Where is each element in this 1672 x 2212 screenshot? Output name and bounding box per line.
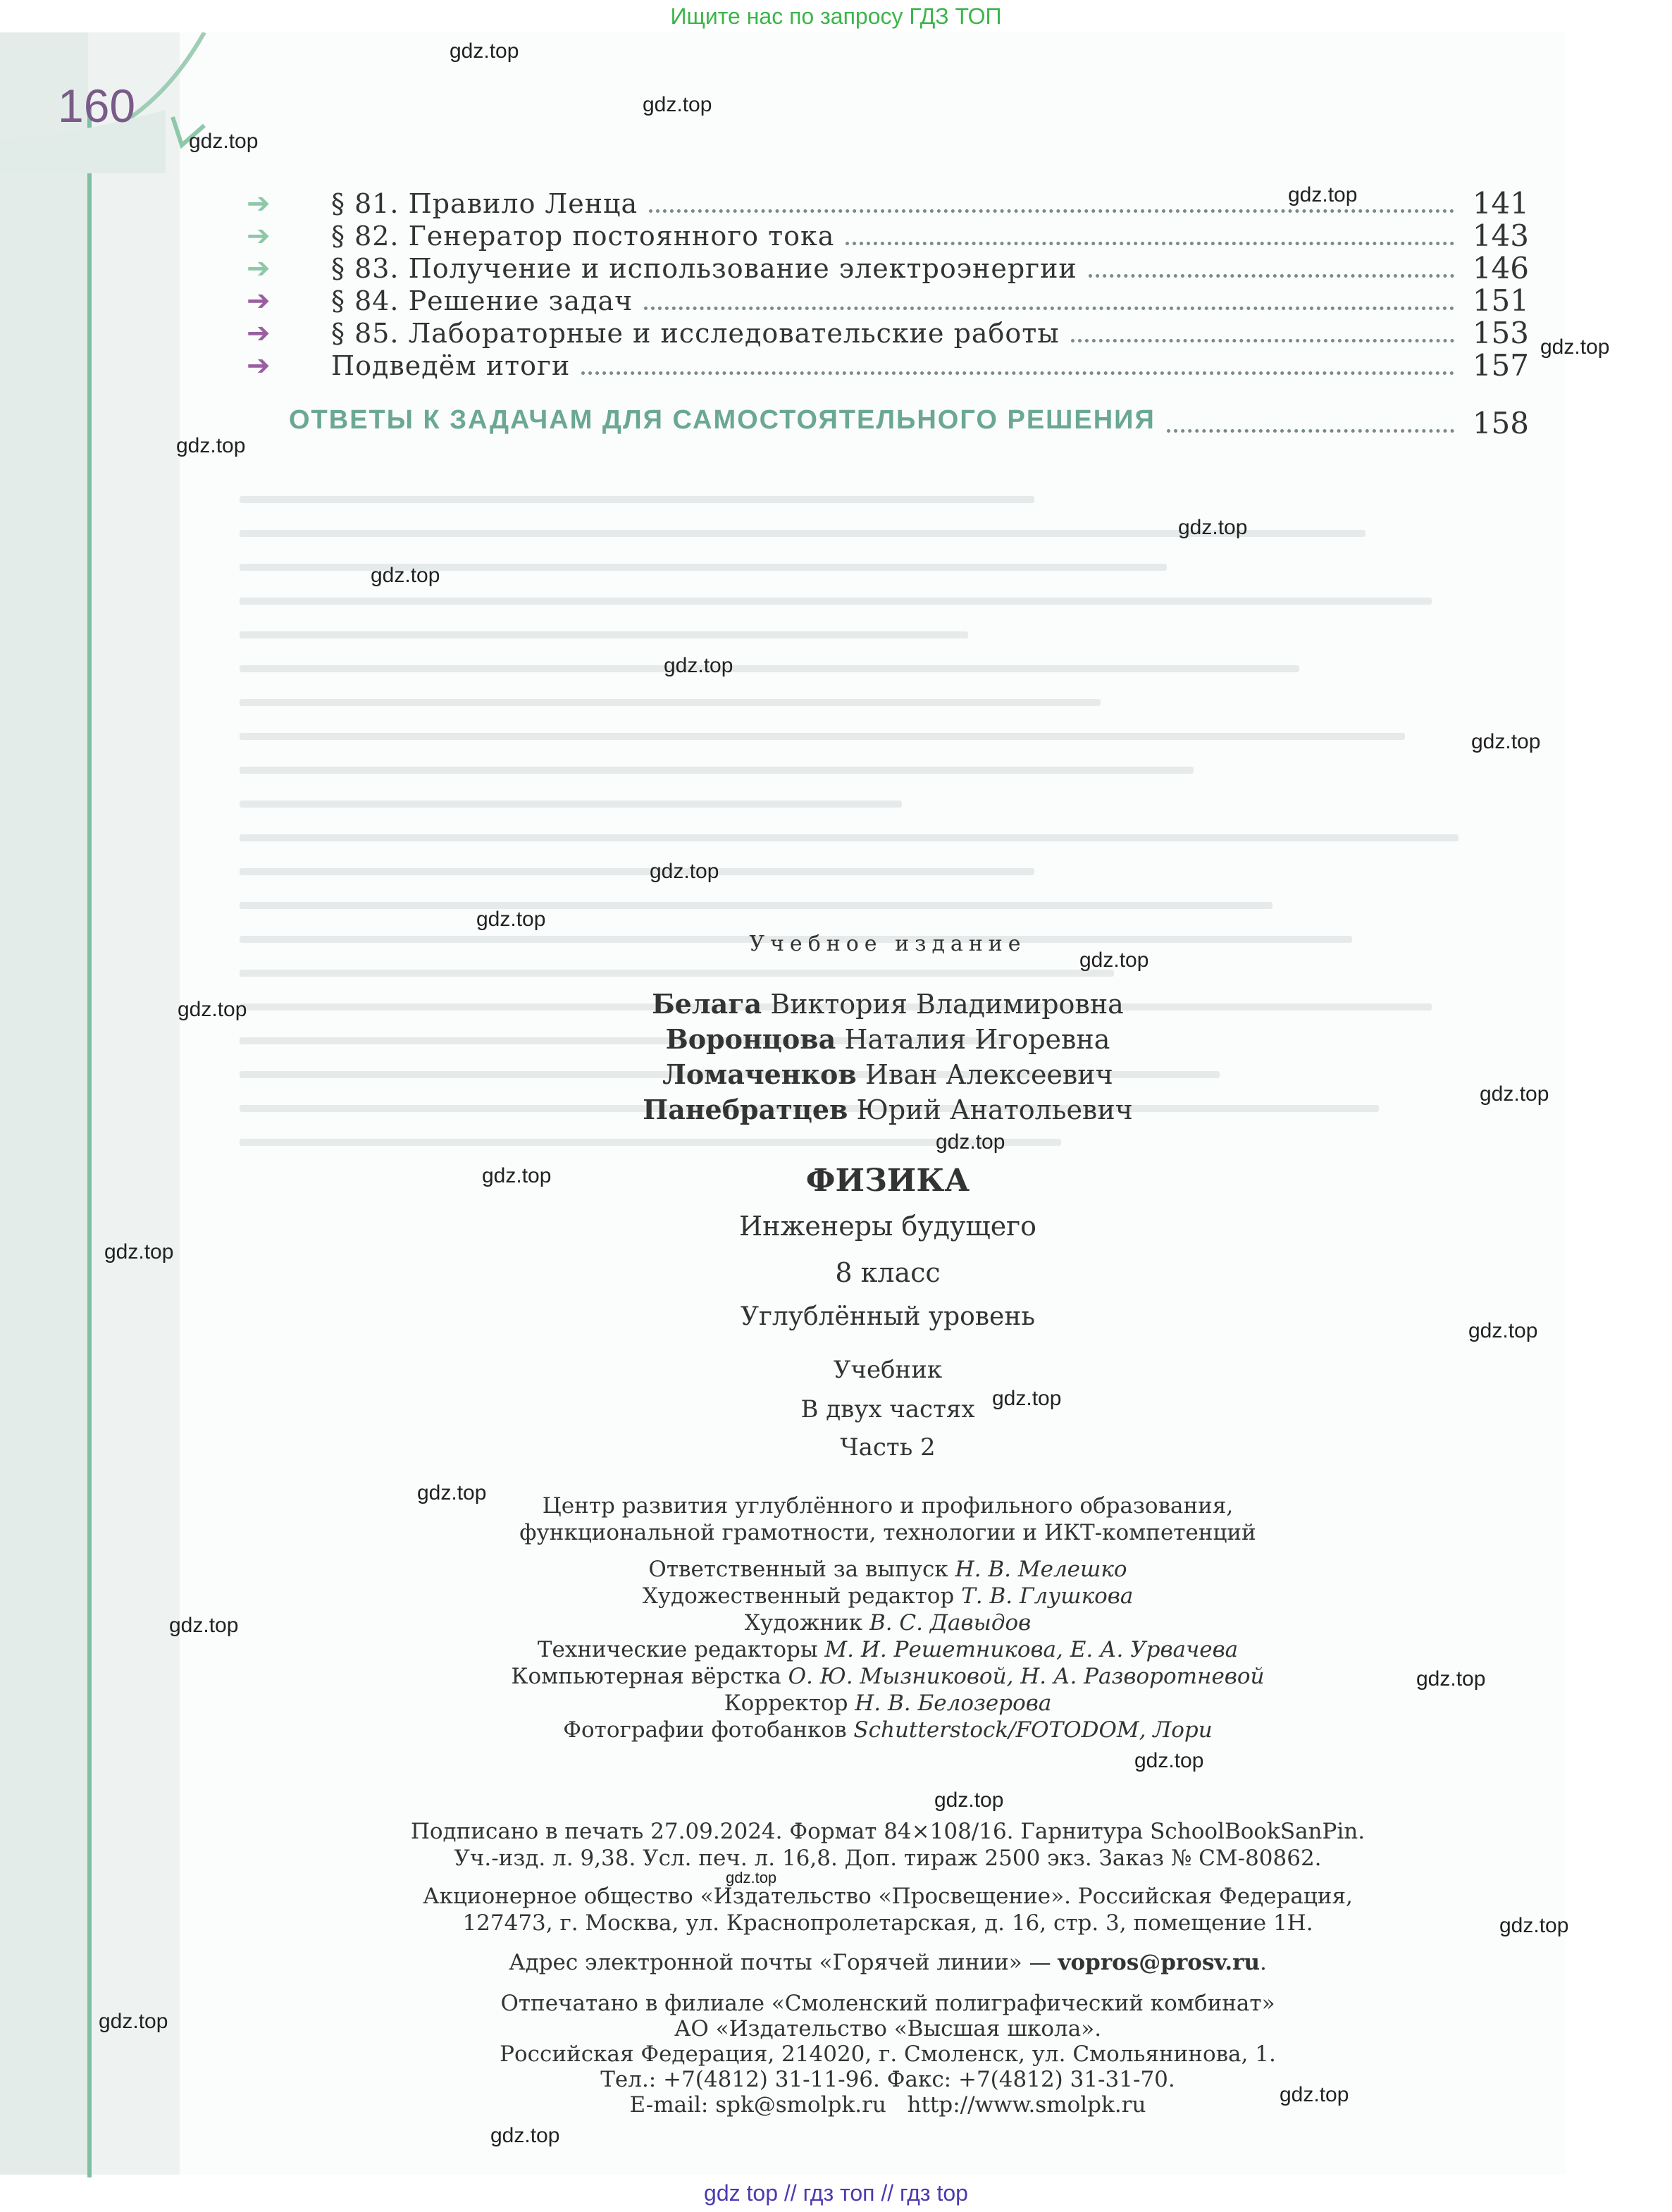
hotline-line [324, 1949, 1451, 1976]
watermark: gdz.top [450, 39, 519, 63]
credit-name: Н. В. Белозерова [855, 1691, 1052, 1716]
watermark: gdz.top [1079, 949, 1149, 972]
arrow-right-icon: ➔ [247, 350, 271, 382]
imprint-line: Уч.-изд. л. 9,38. Усл. печ. л. 16,8. Доп. тираж 2500 экз. Заказ № СМ-80862. [454, 1846, 1322, 1871]
author [324, 1094, 1451, 1125]
credit-name: М. И. Решетникова, Е. А. Урвачева [824, 1637, 1239, 1662]
watermark: gdz.top [417, 1481, 487, 1504]
leader-dots [846, 242, 1454, 245]
print-line: АО «Издательство «Высшая школа». [674, 2016, 1102, 2041]
toc-item-label: § 85. Лабораторные и исследовательские работы [331, 318, 1060, 349]
watermark: gdz.top [1280, 2083, 1349, 2106]
arrow-right-icon: ➔ [247, 317, 271, 350]
answers-heading: ОТВЕТЫ К ЗАДАЧАМ ДЛЯ САМОСТОЯТЕЛЬНОГО РЕШЕНИЯ [289, 405, 1156, 435]
credit-name: Schutterstock/FOTODOM, Лори [853, 1717, 1213, 1743]
answers-page: 158 [1472, 406, 1529, 440]
toc-item-page: 153 [1472, 316, 1529, 350]
book-type: Учебник [833, 1356, 943, 1384]
watermark: gdz.top [1471, 730, 1541, 753]
part: Часть 2 [840, 1433, 936, 1462]
credit-name: Т. В. Глушкова [961, 1583, 1134, 1609]
toc-answers[interactable] [289, 400, 1529, 440]
author-given: Виктория Владимировна [770, 989, 1124, 1020]
author-given: Юрий Анатольевич [856, 1094, 1133, 1125]
grade: 8 класс [835, 1257, 941, 1288]
watermark: gdz.top [1178, 516, 1248, 539]
left-margin-band [0, 32, 88, 2175]
hotline-prefix: Адрес электронной почты «Горячей линии» — [509, 1950, 1058, 1975]
watermark: gdz.top [482, 1164, 552, 1187]
leader-dots [644, 307, 1454, 310]
credit-row [324, 1636, 1451, 1663]
print-line: Тел.: +7(4812) 31-11-96. Факс: +7(4812) 31-31-70. [600, 2067, 1175, 2092]
leader-dots [581, 371, 1454, 375]
author-given: Иван Алексеевич [865, 1059, 1113, 1090]
credit-row [324, 1583, 1451, 1609]
level: Углублённый уровень [741, 1302, 1035, 1331]
watermark: gdz.top [1288, 183, 1358, 206]
watermark: gdz.top [1540, 335, 1610, 359]
toc-item[interactable] [247, 220, 1529, 252]
author-surname: Белага [652, 988, 762, 1020]
watermark: gdz.top [169, 1614, 239, 1637]
leader-dots [1089, 274, 1454, 278]
credit-row [324, 1556, 1451, 1583]
toc-item-label: § 81. Правило Ленца [331, 188, 638, 219]
center-line: Центр развития углублённого и профильного образования, [542, 1493, 1234, 1519]
margin-line [87, 106, 92, 2177]
toc-item-page: 143 [1472, 218, 1529, 253]
page-number: 160 [58, 80, 136, 132]
credit-row [324, 1717, 1451, 1743]
credit-row [324, 1690, 1451, 1717]
author-surname: Панебратцев [643, 1094, 848, 1125]
watermark: gdz.top [99, 2010, 168, 2033]
watermark: gdz.top [1468, 1319, 1538, 1342]
toc-item-label: § 83. Получение и использование электроэнергии [331, 253, 1077, 284]
credit-row [324, 1609, 1451, 1636]
credit-role: Художник [744, 1610, 869, 1636]
bottom-banner[interactable]: gdz top // гдз топ // гдз top [704, 2180, 968, 2206]
watermark: gdz.top [1134, 1749, 1204, 1772]
imprint-line: 127473, г. Москва, ул. Краснопролетарская, д. 16, стр. 3, помещение 1Н. [462, 1910, 1313, 1936]
author-given: Наталия Игоревна [844, 1024, 1110, 1055]
leader-dots [1167, 429, 1454, 433]
toc-item[interactable] [247, 252, 1529, 285]
watermark: gdz.top [178, 998, 247, 1021]
watermark: gdz.top [490, 2124, 560, 2147]
edition-type: Учебное издание [749, 932, 1027, 956]
watermark: gdz.top [1480, 1082, 1549, 1106]
book-title: ФИЗИКА [805, 1163, 970, 1199]
toc-item[interactable] [247, 317, 1529, 350]
watermark: gdz.top [936, 1130, 1005, 1154]
toc-item-page: 141 [1472, 186, 1529, 221]
toc-item-label: Подведём итоги [331, 350, 571, 381]
leader-dots [649, 209, 1454, 213]
center-line: функциональной грамотности, технологии и ИКТ-компетенций [519, 1520, 1256, 1545]
arrow-right-icon: ➔ [247, 220, 271, 252]
series-title: Инженеры будущего [739, 1211, 1036, 1242]
watermark: gdz.top [643, 93, 712, 116]
watermark: gdz.top [1499, 1914, 1569, 1937]
credit-role: Технические редакторы [537, 1637, 825, 1662]
watermark: gdz.top [992, 1387, 1062, 1410]
parts: В двух частях [800, 1395, 975, 1423]
watermark: gdz.top [650, 860, 719, 883]
toc-item[interactable] [247, 285, 1529, 317]
author-surname: Ломаченков [662, 1058, 857, 1090]
author [324, 1058, 1451, 1090]
toc-item-label: § 82. Генератор постоянного тока [331, 221, 835, 252]
credit-role: Художественный редактор [642, 1583, 962, 1609]
toc-item-page: 146 [1472, 251, 1529, 285]
toc-item-page: 151 [1472, 283, 1529, 318]
print-contacts[interactable]: E-mail: spk@smolpk.ru http://www.smolpk.ru [629, 2092, 1146, 2118]
watermark: gdz.top [371, 564, 440, 587]
author [324, 1023, 1451, 1055]
watermark: gdz.top [934, 1788, 1004, 1812]
watermark: gdz.top [664, 654, 733, 677]
credit-name: Н. В. Мелешко [955, 1557, 1127, 1582]
toc-item-page: 157 [1472, 348, 1529, 383]
credit-role: Фотографии фотобанков [563, 1717, 854, 1743]
arrow-right-icon: ➔ [247, 285, 271, 317]
imprint-line: Подписано в печать 27.09.2024. Формат 84×108/16. Гарнитура SchoolBookSanPin. [410, 1819, 1366, 1844]
author [324, 988, 1451, 1020]
credit-role: Ответственный за выпуск [648, 1557, 955, 1582]
arrow-right-icon: ➔ [247, 187, 271, 220]
toc-item[interactable] [247, 350, 1529, 382]
watermark: gdz.top [189, 130, 259, 153]
print-line: Отпечатано в филиале «Смоленский полиграфический комбинат» [500, 1991, 1275, 2016]
credit-row [324, 1663, 1451, 1690]
top-banner[interactable]: Ищите нас по запросу ГДЗ ТОП [670, 4, 1002, 29]
arrow-right-icon: ➔ [247, 252, 271, 285]
credit-name: В. С. Давыдов [869, 1610, 1032, 1636]
leader-dots [1071, 339, 1454, 342]
imprint-line: Акционерное общество «Издательство «Просвещение». Российская Федерация, [423, 1884, 1353, 1909]
toc-item-label: § 84. Решение задач [331, 285, 633, 316]
watermark: gdz.top [104, 1240, 174, 1263]
credit-name: О. Ю. Мызниковой, Н. А. Разворотневой [788, 1664, 1265, 1689]
watermark: gdz.top [176, 434, 246, 457]
hotline-suffix: . [1260, 1950, 1267, 1975]
print-line: Российская Федерация, 214020, г. Смоленск, ул. Смольянинова, 1. [500, 2041, 1276, 2067]
watermark: gdz.top [726, 1869, 777, 1886]
watermark: gdz.top [476, 908, 546, 931]
credit-role: Компьютерная вёрстка [511, 1664, 788, 1689]
author-surname: Воронцова [665, 1023, 836, 1055]
watermark: gdz.top [1416, 1667, 1486, 1691]
hotline-email[interactable]: vopros@prosv.ru [1058, 1950, 1260, 1975]
credit-role: Корректор [724, 1691, 855, 1716]
